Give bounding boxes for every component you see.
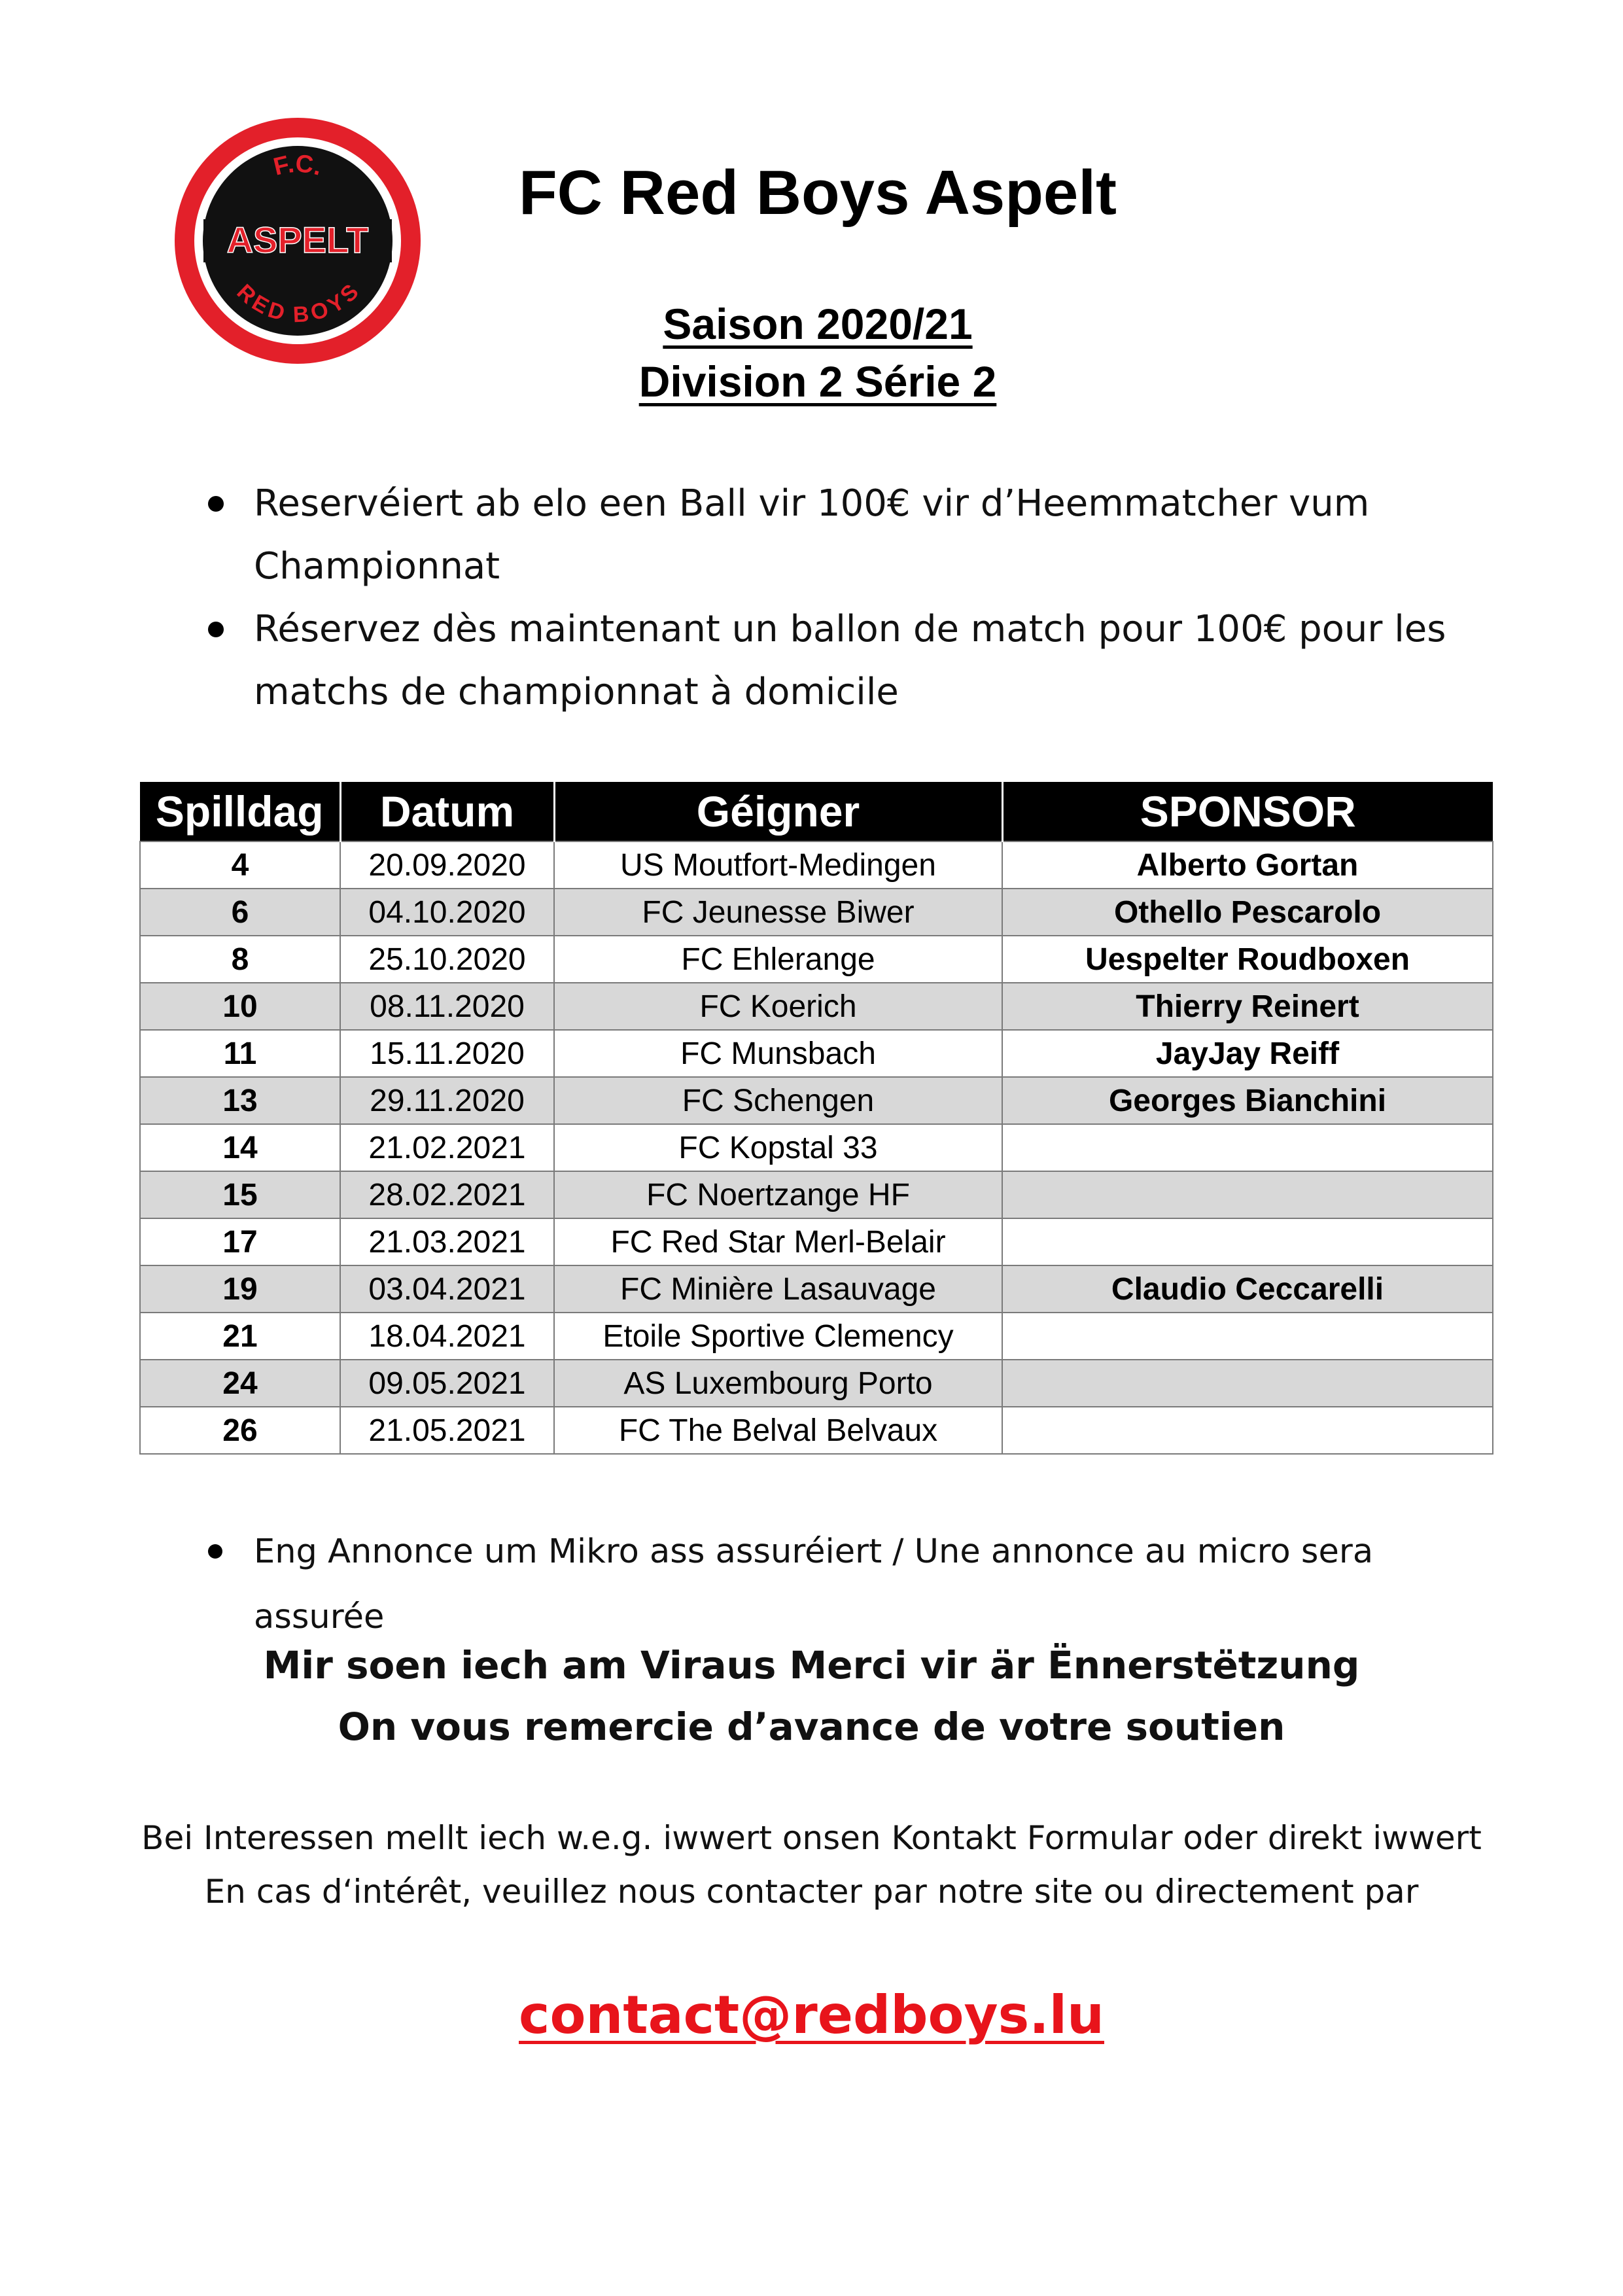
- intro-bullet-list: [203, 472, 1478, 724]
- contact-info-lb: Bei Interessen mellt iech w.e.g. iwwert onsen Kontakt Formular oder direkt iwwert: [141, 1819, 1482, 1857]
- cell-sponsor: [1002, 1218, 1493, 1265]
- cell-sponsor: [1002, 1124, 1493, 1171]
- cell-sponsor: [1002, 1171, 1493, 1218]
- table-row: [140, 841, 1493, 889]
- cell-sponsor: [1002, 1360, 1493, 1407]
- cell-datum: 21.05.2021: [340, 1407, 554, 1454]
- cell-datum: 09.05.2021: [340, 1360, 554, 1407]
- cell-geigner: FC Koerich: [554, 983, 1002, 1030]
- cell-datum: 21.03.2021: [340, 1218, 554, 1265]
- cell-datum: 04.10.2020: [340, 889, 554, 936]
- cell-datum: 21.02.2021: [340, 1124, 554, 1171]
- contact-email-link[interactable]: contact@redboys.lu: [519, 1985, 1104, 2045]
- table-row: [140, 983, 1493, 1030]
- table-row: [140, 1218, 1493, 1265]
- header-spilldag: Spilldag: [140, 782, 340, 841]
- cell-datum: 18.04.2021: [340, 1313, 554, 1360]
- contact-info-fr: En cas d‘intérêt, veuillez nous contacter par notre site ou directement par: [204, 1873, 1419, 1911]
- cell-datum: 20.09.2020: [340, 841, 554, 889]
- table-row: [140, 1360, 1493, 1407]
- cell-geigner: FC The Belval Belvaux: [554, 1407, 1002, 1454]
- division-heading: Division 2 Série 2: [638, 357, 997, 406]
- cell-spilldag: 14: [140, 1124, 340, 1171]
- cell-spilldag: 6: [140, 889, 340, 936]
- cell-sponsor: Uespelter Roudboxen: [1002, 936, 1493, 983]
- cell-datum: 25.10.2020: [340, 936, 554, 983]
- club-logo: [173, 116, 422, 365]
- cell-spilldag: 8: [140, 936, 340, 983]
- table-row: [140, 1265, 1493, 1313]
- cell-spilldag: 17: [140, 1218, 340, 1265]
- table-header-row: [140, 782, 1493, 841]
- announcement-bullet: Eng Annonce um Mikro ass assuréiert / Une annonce au micro sera assurée: [203, 1519, 1511, 1650]
- header-sponsor: SPONSOR: [1002, 782, 1493, 841]
- table-row: [140, 936, 1493, 983]
- header-geigner: Géigner: [554, 782, 1002, 841]
- cell-sponsor: Thierry Reinert: [1002, 983, 1493, 1030]
- cell-sponsor: Othello Pescarolo: [1002, 889, 1493, 936]
- cell-sponsor: [1002, 1407, 1493, 1454]
- cell-spilldag: 21: [140, 1313, 340, 1360]
- cell-spilldag: 10: [140, 983, 340, 1030]
- cell-sponsor: Alberto Gortan: [1002, 841, 1493, 889]
- cell-geigner: FC Red Star Merl-Belair: [554, 1218, 1002, 1265]
- cell-spilldag: 26: [140, 1407, 340, 1454]
- cell-datum: 28.02.2021: [340, 1171, 554, 1218]
- cell-geigner: FC Schengen: [554, 1077, 1002, 1124]
- cell-geigner: FC Ehlerange: [554, 936, 1002, 983]
- cell-datum: 03.04.2021: [340, 1265, 554, 1313]
- table-row: [140, 889, 1493, 936]
- table-row: [140, 1407, 1493, 1454]
- cell-geigner: AS Luxembourg Porto: [554, 1360, 1002, 1407]
- cell-geigner: Etoile Sportive Clemency: [554, 1313, 1002, 1360]
- cell-geigner: FC Kopstal 33: [554, 1124, 1002, 1171]
- table-row: [140, 1030, 1493, 1077]
- cell-sponsor: JayJay Reiff: [1002, 1030, 1493, 1077]
- thanks-fr: On vous remercie d’avance de votre soutien: [338, 1704, 1285, 1749]
- cell-datum: 29.11.2020: [340, 1077, 554, 1124]
- thanks-lb: Mir soen iech am Viraus Merci vir är Ënnerstëtzung: [263, 1643, 1360, 1687]
- cell-sponsor: Georges Bianchini: [1002, 1077, 1493, 1124]
- logo-top-text: F.C.: [271, 150, 326, 181]
- table-row: [140, 1171, 1493, 1218]
- cell-spilldag: 13: [140, 1077, 340, 1124]
- cell-spilldag: 19: [140, 1265, 340, 1313]
- table-row: [140, 1124, 1493, 1171]
- logo-center-text: ASPELT: [226, 219, 369, 260]
- table-row: [140, 1313, 1493, 1360]
- cell-datum: 15.11.2020: [340, 1030, 554, 1077]
- table-row: [140, 1077, 1493, 1124]
- cell-geigner: FC Jeunesse Biwer: [554, 889, 1002, 936]
- cell-geigner: FC Munsbach: [554, 1030, 1002, 1077]
- cell-geigner: FC Minière Lasauvage: [554, 1265, 1002, 1313]
- season-heading: Saison 2020/21: [663, 300, 973, 348]
- cell-spilldag: 4: [140, 841, 340, 889]
- cell-spilldag: 15: [140, 1171, 340, 1218]
- cell-spilldag: 11: [140, 1030, 340, 1077]
- header-datum: Datum: [340, 782, 554, 841]
- cell-datum: 08.11.2020: [340, 983, 554, 1030]
- page-title: FC Red Boys Aspelt: [519, 158, 1117, 228]
- intro-bullet-lb: Reservéiert ab elo een Ball vir 100€ vir d’Heemmatcher vum Championnat: [203, 472, 1478, 598]
- logo-bottom-text: RED BOYS: [232, 279, 364, 328]
- cell-geigner: US Moutfort-Medingen: [554, 841, 1002, 889]
- cell-sponsor: [1002, 1313, 1493, 1360]
- cell-spilldag: 24: [140, 1360, 340, 1407]
- announcement-list: [203, 1519, 1511, 1650]
- cell-sponsor: Claudio Ceccarelli: [1002, 1265, 1493, 1313]
- schedule-table: [139, 782, 1493, 1455]
- cell-geigner: FC Noertzange HF: [554, 1171, 1002, 1218]
- intro-bullet-fr: Réservez dès maintenant un ballon de match pour 100€ pour les matchs de championnat à domicile: [203, 598, 1478, 724]
